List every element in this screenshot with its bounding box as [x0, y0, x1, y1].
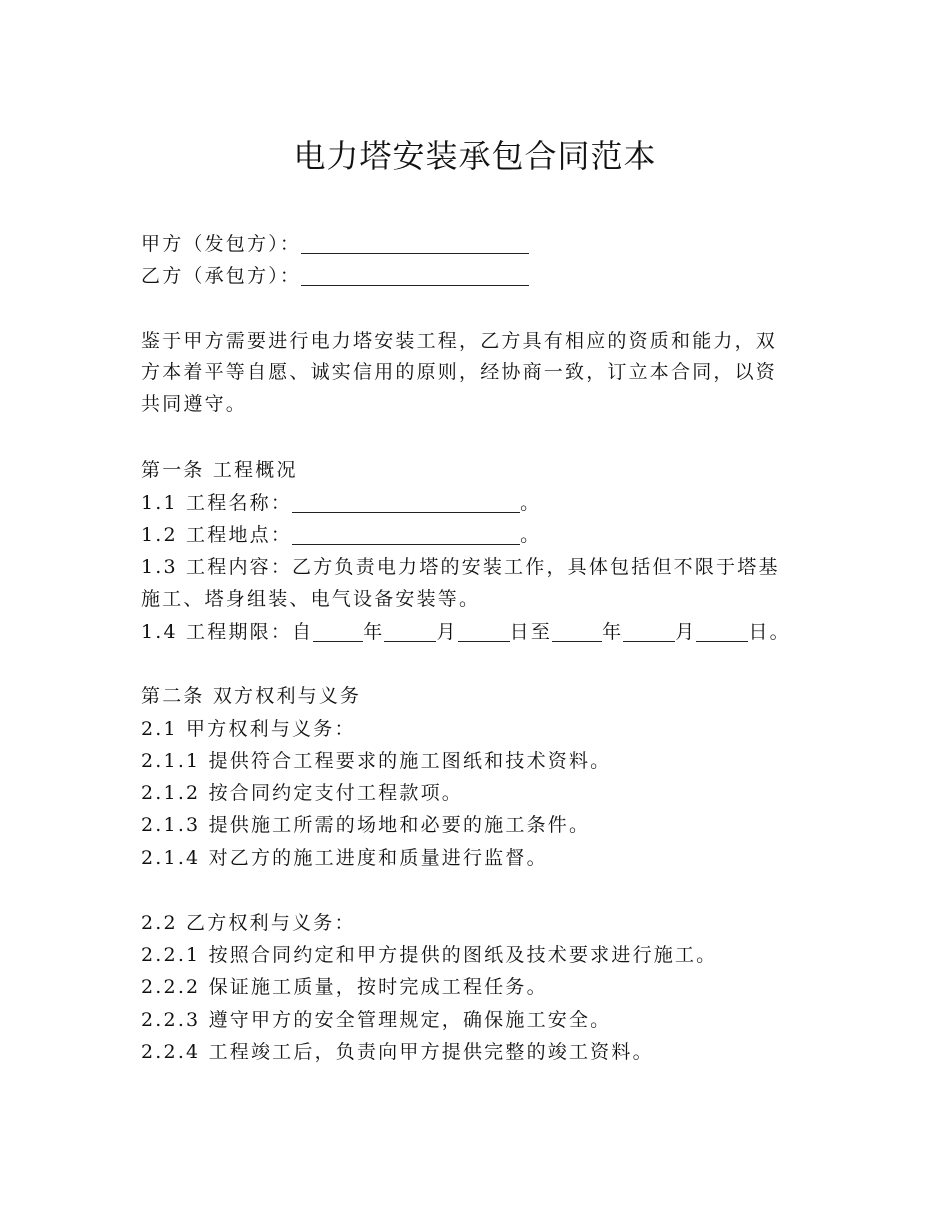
end-month-blank: [623, 621, 675, 642]
month-label: 月: [436, 621, 458, 643]
month-label: 月: [675, 621, 697, 643]
party-b-duty-item: 2.2.4 工程竣工后，负责向甲方提供完整的竣工资料。: [141, 1041, 654, 1063]
project-name-blank: [292, 492, 520, 513]
project-location-label: 1.2 工程地点：: [141, 524, 293, 546]
start-year-blank: [313, 621, 363, 642]
project-location-line: [141, 519, 541, 551]
project-period-line: [141, 616, 791, 648]
start-day-blank: [458, 621, 510, 642]
party-a-label: 甲方（发包方）：: [141, 233, 302, 255]
year-label: 年: [602, 621, 624, 643]
project-location-blank: [292, 524, 520, 545]
party-b-duties-heading: 2.2 乙方权利与义务：: [141, 912, 356, 934]
party-a-blank: [301, 233, 529, 254]
party-a-line: [141, 228, 529, 260]
preamble-line: 方本着平等自愿、诚实信用的原则，经协商一致，订立本合同，以资: [141, 361, 778, 383]
article2-heading: 第二条 双方权利与义务: [141, 685, 362, 707]
year-label: 年: [363, 621, 385, 643]
day-end-label: 日。: [748, 621, 791, 643]
article1-heading: 第一条 工程概况: [141, 459, 298, 481]
project-content-line: 1.3 工程内容：乙方负责电力塔的安装工作，具体包括但不限于塔基: [141, 556, 780, 578]
party-b-label: 乙方（承包方）：: [141, 265, 302, 287]
end-mark: 。: [520, 492, 542, 514]
party-b-duty-item: 2.2.2 保证施工质量，按时完成工程任务。: [141, 976, 548, 998]
end-mark: 。: [520, 524, 542, 546]
start-month-blank: [384, 621, 436, 642]
party-b-blank: [301, 265, 529, 286]
party-a-duty-item: 2.1.1 提供符合工程要求的施工图纸和技术资料。: [141, 750, 612, 772]
end-year-blank: [552, 621, 602, 642]
preamble-line: 鉴于甲方需要进行电力塔安装工程，乙方具有相应的资质和能力，双: [141, 330, 778, 352]
preamble-line: 共同遵守。: [141, 393, 248, 415]
project-content-line: 施工、塔身组装、电气设备安装等。: [141, 588, 481, 610]
project-name-label: 1.1 工程名称：: [141, 492, 293, 514]
party-b-duty-item: 2.2.1 按照合同约定和甲方提供的图纸及技术要求进行施工。: [141, 944, 718, 966]
party-b-duty-item: 2.2.3 遵守甲方的安全管理规定，确保施工安全。: [141, 1009, 612, 1031]
party-a-duties-heading: 2.1 甲方权利与义务：: [141, 718, 356, 740]
party-a-duty-item: 2.1.2 按合同约定支付工程款项。: [141, 782, 463, 804]
period-label: 1.4 工程期限：自: [141, 621, 314, 643]
party-a-duty-item: 2.1.3 提供施工所需的场地和必要的施工条件。: [141, 814, 591, 836]
document-title: 电力塔安装承包合同范本: [293, 137, 657, 175]
end-day-blank: [696, 621, 748, 642]
party-a-duty-item: 2.1.4 对乙方的施工进度和质量进行监督。: [141, 847, 548, 869]
project-name-line: [141, 487, 541, 519]
party-b-line: [141, 260, 529, 292]
day-to-label: 日至: [509, 621, 553, 643]
